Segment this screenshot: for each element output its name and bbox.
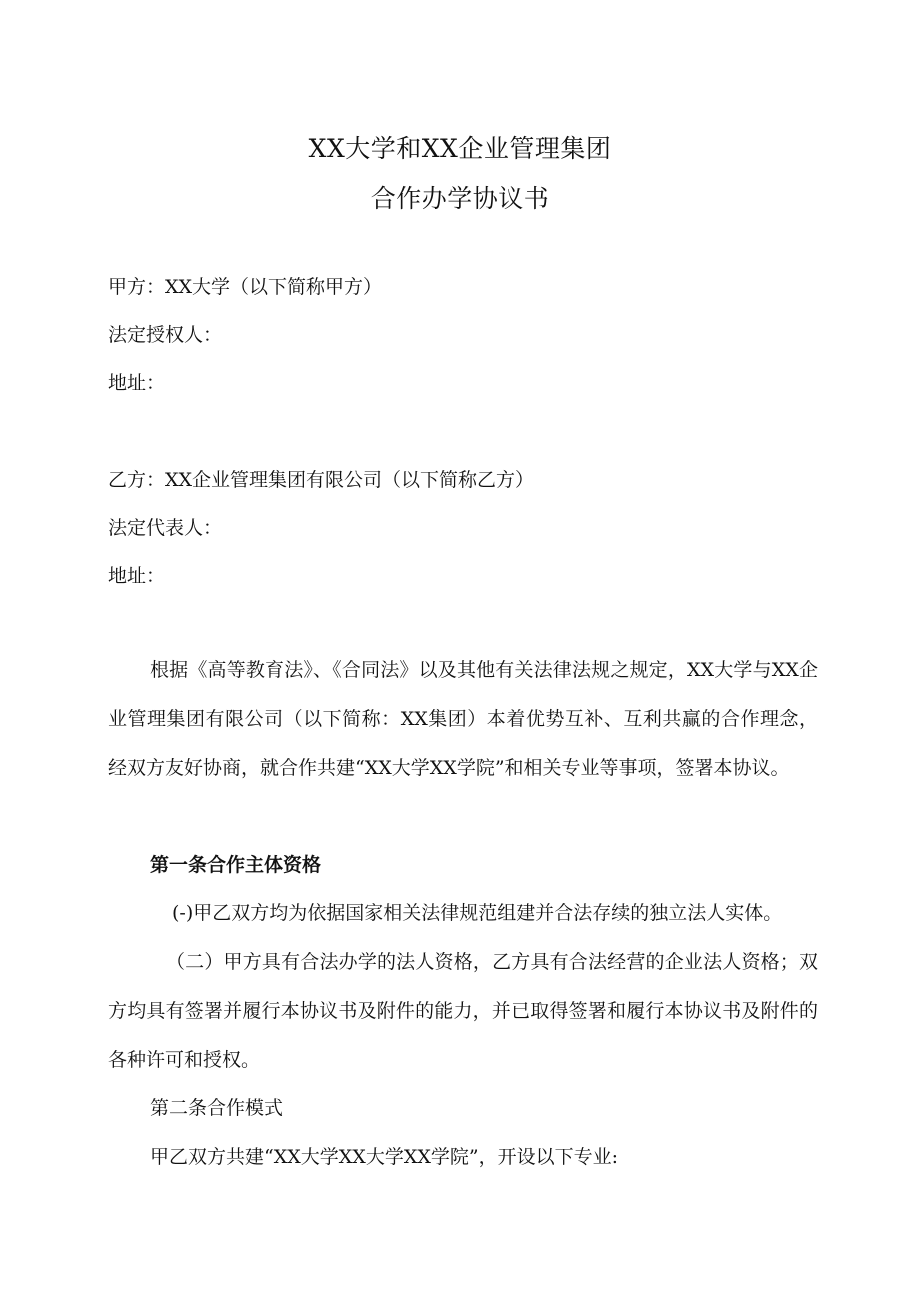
- document-title-line2: 合作办学协议书: [370, 184, 550, 213]
- article1-clause1: (-)甲乙双方均为依据国家相关法律规范组建并合法存续的独立法人实体。: [172, 902, 783, 924]
- party-b-name: 乙方：XX企业管理集团有限公司（以下简称乙方）: [108, 469, 535, 491]
- party-a-name: 甲方：XX大学（以下简称甲方）: [108, 276, 383, 298]
- article1-clause2: （二）甲方具有合法办学的法人资格，乙方具有合法经营的企业法人资格；双方均具有签署并履行本协议书及附件的能力，并已取得签署和履行本协议书及附件的各种许可和授权。: [108, 951, 818, 1071]
- article1-heading: 第一条合作主体资格: [150, 854, 322, 876]
- preamble-paragraph: 根据《高等教育法》、《合同法》以及其他有关法律法规之规定，XX大学与XX企业管理集团有限公司（以下简称：XX集团）本着优势互补、互利共赢的合作理念，经双方友好协商，就合作共建“XX大学XX学院”和相关专业等事项，签署本协议。: [108, 659, 818, 779]
- document-title-line1: XX大学和XX企业管理集团: [308, 134, 612, 163]
- party-a-representative: 法定授权人：: [108, 324, 223, 346]
- article2-heading: 第二条合作模式: [150, 1097, 284, 1119]
- party-b-address: 地址：: [108, 565, 166, 587]
- party-b-representative: 法定代表人：: [108, 517, 223, 539]
- party-a-address: 地址：: [108, 372, 166, 394]
- article2-text: 甲乙双方共建“XX大学XX大学XX学院”，开设以下专业:: [150, 1146, 618, 1168]
